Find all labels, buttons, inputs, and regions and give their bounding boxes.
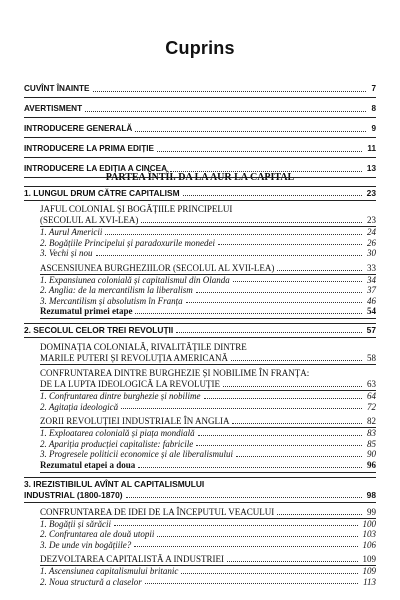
leader (218, 244, 362, 245)
leader (157, 151, 362, 152)
leader (277, 514, 362, 515)
leader (181, 573, 357, 574)
section-label: (SECOLUL AL XVI-LEA) (40, 215, 139, 225)
leader (157, 536, 357, 537)
leader (236, 456, 362, 457)
toc-item[interactable] (40, 540, 376, 551)
item-page: 64 (367, 391, 376, 401)
leader (96, 255, 363, 256)
leader (135, 131, 366, 132)
section-label: MARILE PUTERI ȘI REVOLUȚIA AMERICANĂ (40, 353, 228, 363)
toc-entry-avertisment[interactable] (24, 98, 376, 118)
toc-item[interactable] (40, 577, 376, 588)
leader (183, 195, 362, 196)
toc-item[interactable] (40, 238, 376, 249)
leader (126, 497, 362, 498)
entry-label: INTRODUCERE LA EDIȚIA A CINCEA (24, 164, 167, 173)
section-dominatia-coloniala[interactable] (40, 353, 376, 365)
chapter-3[interactable] (24, 477, 376, 503)
item-page: 26 (367, 237, 376, 248)
front-matter-list (24, 78, 376, 178)
section-title-line[interactable]: DOMINAȚIA COLONIALĂ, RIVALITĂȚILE DINTRE (40, 342, 247, 352)
chapter-2[interactable] (24, 323, 376, 338)
item-label: 2. Noua structură a claselor (40, 576, 142, 587)
section-label: DE LA LUPTA IDEOLOGICĂ LA REVOLUȚIE (40, 379, 221, 389)
section-confruntarea-de-idei[interactable] (40, 507, 376, 519)
section-zorii-revolutiei[interactable] (40, 416, 376, 428)
chapter-page: 23 (366, 188, 376, 198)
section-page: 82 (367, 416, 376, 426)
leader (121, 408, 362, 409)
leader (186, 302, 362, 303)
chapter-label: 1. LUNGUL DRUM CĂTRE CAPITALISM (24, 188, 180, 198)
leader (232, 423, 362, 424)
item-page: 109 (362, 566, 376, 576)
toc-item[interactable] (40, 529, 376, 540)
entry-page: 7 (371, 84, 376, 93)
summary-page: 54 (367, 306, 376, 316)
entry-page: 13 (366, 164, 376, 173)
item-label: 1. Ascensiunea capitalismului britanic (40, 566, 179, 576)
entry-page: 8 (371, 104, 376, 113)
leader (135, 313, 362, 314)
leader (196, 292, 362, 293)
chapter-page: 57 (366, 325, 376, 335)
item-label: 3. Progresele politicii economice și ale liberalismului (40, 449, 234, 459)
item-page: 37 (367, 285, 376, 295)
leader (114, 525, 357, 526)
entry-page: 9 (371, 124, 376, 133)
item-label: 2. Bogățiile Principelui și paradoxurile monedei (40, 237, 215, 248)
page-title: Cuprins (165, 38, 235, 58)
section-title-line[interactable]: CONFRUNTAREA DINTRE BURGHEZIE ȘI NOBILIME ÎN FRANȚA: (40, 368, 310, 378)
toc-item[interactable] (40, 449, 376, 460)
leader (134, 546, 357, 547)
item-label: 3. Mercantilism și absolutism în Franța (40, 295, 183, 306)
summary-entry[interactable] (40, 306, 376, 319)
entry-label: INTRODUCERE LA PRIMA EDIȚIE (24, 144, 154, 153)
section-label: CONFRUNTAREA DE IDEI DE LA ÎNCEPUTUL VEACULUI (40, 506, 275, 517)
section-dezvoltarea-capitalista[interactable] (40, 554, 376, 566)
section-label: DEZVOLTAREA CAPITALISTĂ A INDUSTRIEI (40, 554, 224, 564)
section-label: ASCENSIUNEA BURGHEZIILOR (SECOLUL AL XVII-LEA) (40, 262, 275, 273)
chapter-label-line: 3. IREZISTIBILUL AVÎNT AL CAPITALISMULUI (24, 478, 205, 489)
toc-item[interactable] (40, 285, 376, 296)
item-label: 1. Aurul Americii (40, 227, 103, 237)
item-label: 1. Bogății și sărăcii (40, 518, 112, 529)
part-one-list (24, 172, 376, 587)
item-page: 100 (362, 518, 376, 529)
leader (204, 398, 363, 399)
toc-item[interactable] (40, 428, 376, 439)
item-label: 2. Confruntarea ale două utopii (40, 529, 155, 539)
part-title: PARTEA ÎNTÎI. DA LA AUR LA CAPITAL (105, 172, 295, 183)
entry-label: INTRODUCERE GENERALĂ (24, 124, 133, 133)
summary-label: Rezumatul primei etape (40, 306, 133, 316)
item-page: 34 (367, 274, 376, 285)
section-label: ZORII REVOLUȚIEI INDUSTRIALE ÎN ANGLIA (40, 416, 230, 426)
toc-item[interactable] (40, 402, 376, 413)
leader (85, 111, 366, 112)
item-label: 3. Vechi și nou (40, 248, 93, 258)
item-label: 2. Anglia: de la mercantilism la liberalism (40, 285, 193, 295)
item-page: 103 (362, 529, 376, 539)
leader (196, 445, 362, 446)
section-page: 109 (362, 554, 376, 564)
item-page: 90 (367, 449, 376, 459)
item-page: 113 (363, 576, 376, 587)
section-page: 23 (367, 215, 376, 225)
section-page: 58 (367, 353, 376, 363)
leader (105, 234, 362, 235)
chapter-1[interactable] (24, 186, 376, 201)
entry-page: 11 (367, 144, 376, 153)
leader (141, 222, 362, 223)
item-page: 85 (367, 438, 376, 449)
item-label: 1. Expansiunea colonială și capitalismul din Olanda (40, 274, 230, 285)
item-page: 72 (367, 401, 376, 412)
leader (93, 91, 367, 92)
leader (198, 435, 362, 436)
item-page: 30 (367, 248, 376, 258)
toc-item[interactable] (40, 391, 376, 402)
summary-page: 96 (367, 459, 376, 470)
chapter-label: INDUSTRIAL (1800-1870) (24, 489, 123, 500)
toc-item[interactable] (40, 248, 376, 259)
summary-entry[interactable] (40, 460, 376, 473)
item-label: 1. Exploatarea colonială și piața mondială (40, 428, 195, 438)
section-page: 63 (367, 379, 376, 389)
toc-item[interactable] (40, 275, 376, 286)
toc-entry-introducere-prima-editie[interactable] (24, 138, 376, 158)
item-label: 3. De unde vin bogățiile? (40, 539, 132, 550)
leader (145, 583, 358, 584)
toc-item[interactable] (40, 566, 376, 577)
leader (231, 360, 362, 361)
section-page: 99 (367, 506, 376, 517)
section-confruntarea-burghezie[interactable] (40, 379, 376, 391)
leader (233, 281, 362, 282)
leader (277, 270, 362, 271)
item-label: 2. Apariția producției capitaliste: fabricile (40, 438, 194, 449)
summary-label: Rezumatul etapei a doua (40, 459, 136, 470)
item-page: 83 (367, 428, 376, 438)
leader (176, 332, 361, 333)
entry-label: AVERTISMENT (24, 104, 83, 113)
toc-entry-cuvint-inainte[interactable] (24, 78, 376, 98)
chapter-page: 98 (366, 489, 376, 500)
item-label: 1. Confruntarea dintre burghezie și nobilime (40, 391, 201, 401)
toc-entry-introducere-generala[interactable] (24, 118, 376, 138)
section-jaful-colonial[interactable] (40, 215, 376, 227)
leader (223, 386, 362, 387)
section-title-line[interactable]: JAFUL COLONIAL ȘI BOGĂȚIILE PRINCIPELUI (40, 204, 233, 214)
chapter-label: 2. SECOLUL CELOR TREI REVOLUȚII (24, 325, 174, 335)
item-page: 24 (367, 227, 376, 237)
toc-item[interactable] (40, 519, 376, 530)
item-label: 2. Agitația ideologică (40, 401, 119, 412)
entry-label: CUVÎNT ÎNAINTE (24, 84, 90, 93)
leader (227, 561, 358, 562)
toc-item[interactable] (40, 439, 376, 450)
item-page: 46 (367, 295, 376, 306)
leader (138, 467, 362, 468)
section-page: 33 (367, 262, 376, 273)
toc-item[interactable] (40, 227, 376, 238)
item-page: 106 (362, 539, 376, 550)
toc-item[interactable] (40, 296, 376, 307)
section-ascensiunea-burgheziilor[interactable] (40, 263, 376, 275)
